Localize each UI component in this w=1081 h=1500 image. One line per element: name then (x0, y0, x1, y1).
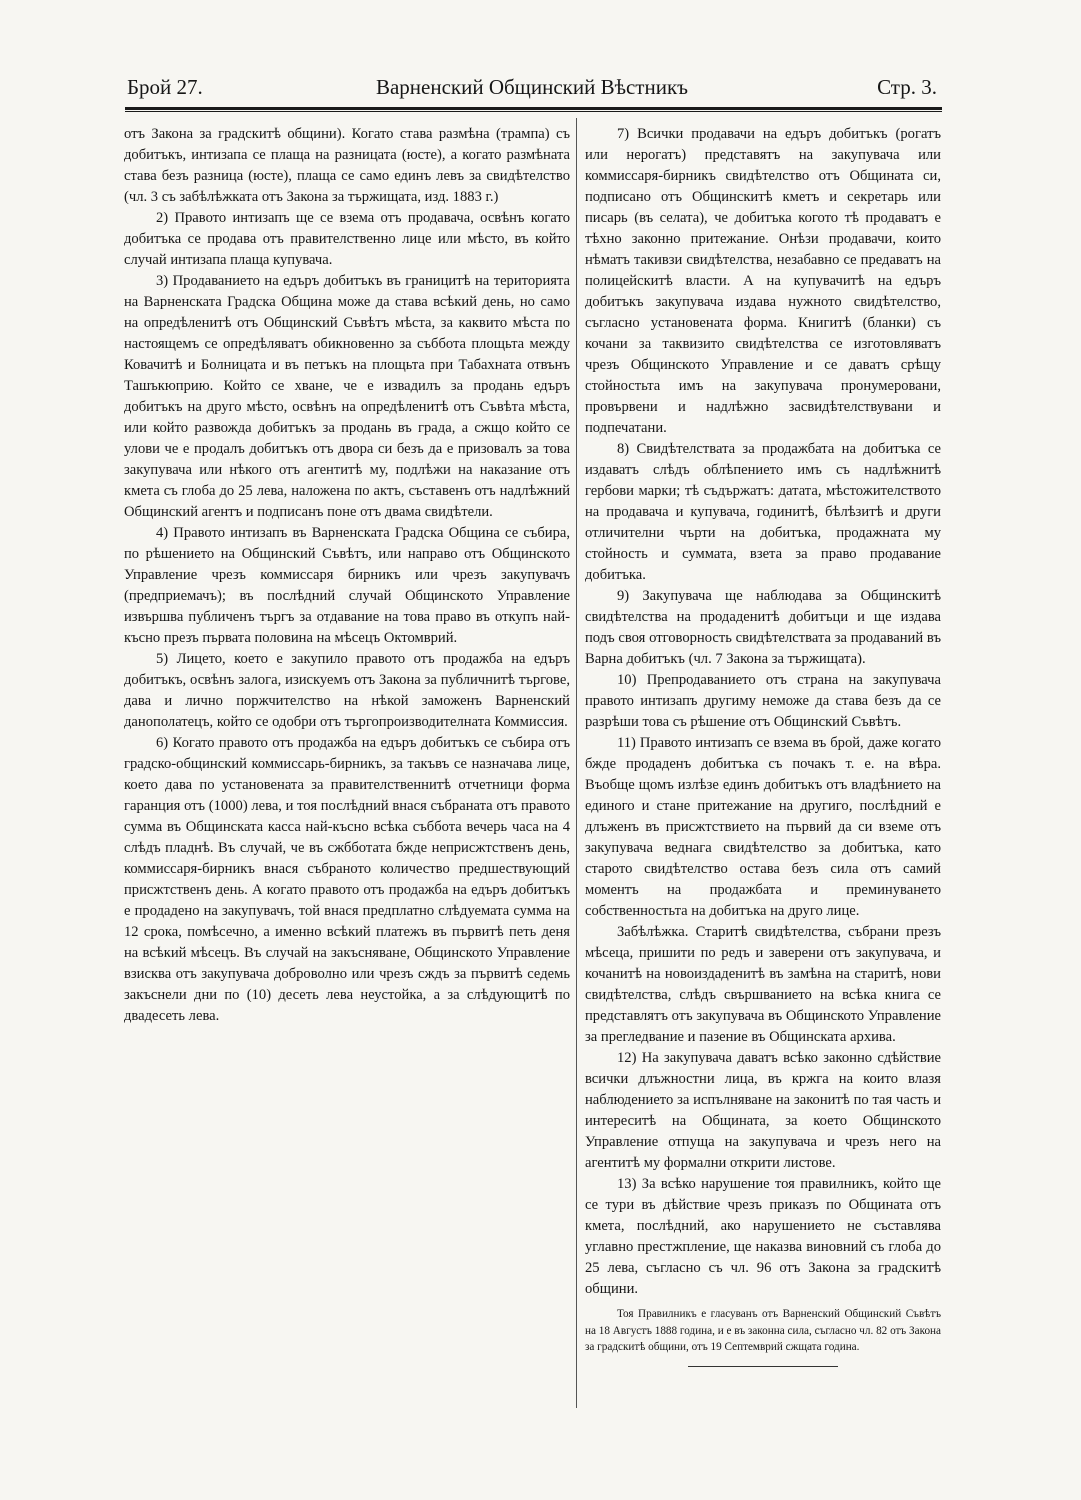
paragraph-continuation: отъ Закона за градскитѣ общини). Когато става размѣна (трампа) съ добитъкъ, интизапа се плаща на разницата (юсте), а когато размѣната става безъ разница (юсте), плаща се само единъ левъ за свидѣтелство (чл. 3 съ забѣлѣжката отъ Закона за тържищата, изд. 1883 г.) (124, 126, 570, 205)
page-header (127, 75, 937, 103)
paragraph-11: 11) Правото интизапъ се взема въ брой, даже когато бжде продаденъ добитъка съ почакъ т. е. на вѣра. Въобще щомъ излѣзе единъ добитъкъ отъ владѣнието на единого и стане притежание на другиго, послѣдний е длъженъ въ присжтствието на първий да си вземе отъ закупувача веднага свидѣтелство за добитъка, като старото свидѣтелство остава безъ сила отъ самий моментъ на продажбата и преминуването собственностьта на добитъка на друго лице. (585, 735, 941, 919)
closing-note: Тоя Правилникъ е гласуванъ отъ Варненский Общинский Съвѣтъ на 18 Августъ 1888 година, и е въ законна сила, съгласно чл. 82 отъ Закона за градскитѣ общини, отъ 19 Септемврий сжщата година. (585, 1308, 941, 1353)
paragraph-6: 6) Когато правото отъ продажба на едъръ добитъкъ се събира отъ градско-общинский коммиссарь-бирникъ, за такъвъ се назначава лице, което дава по установената за правителственнитѣ отчетници форма гаранция отъ (1000) лева, и тоя послѣдний внася събраната отъ правото сумма въ Общинската касса най-късно всѣка съббота вечерь часа на 4 слѣдъ пладнѣ. Въ случай, че въ сжбботата бжде неприсжтственъ день, коммиссаря-бирникъ внася събраното количество предшествующий присжтственъ день. А когато правото отъ продажба на едъръ добитъкъ е продадено на закупувачъ, той внася предплатно слѣдуемата сумма на 12 срока, помѣсечно, а именно всѣкий платежъ въ първитѣ петь деня на всѣкий мѣсецъ. Въ случай на закъсняване, Общинското Управление взисква отъ закупувача доброволно или чрезъ сждъ за първитѣ седемь закъснели дни по (10) десеть лева неустойка, а за слѣдующитѣ по двадесеть лева. (124, 735, 570, 1024)
paragraph-8: 8) Свидѣтелствата за продажбата на добитъка се издаватъ слѣдъ облѣпението имъ съ надлѣжнитѣ гербови марки; тѣ съдържатъ: датата, мѣстожителството на продавача и купувача, годинитѣ, бѣлѣзитѣ и други отличителни чърти на добитъка, продажната му стойность и суммата, взета за право продавание добитъка. (585, 441, 941, 583)
newspaper-title: Варненский Общинский Вѣстникъ (375, 75, 689, 99)
end-rule (688, 1366, 838, 1367)
column-divider (576, 118, 577, 1408)
right-column (585, 124, 941, 1367)
paragraph-4: 4) Правото интизапъ въ Варненската Градска Община се събира, по рѣшението на Общинский Съвѣтъ, или направо отъ Общинското Управление чрезъ коммиссаря бирникъ или чрезъ закупувачъ (предприемачъ); въ послѣдний случай Общинското Управление извършва публиченъ търгъ за отдавание на това право въ откупъ най-късно презъ първата половина на мѣсецъ Октомврий. (124, 525, 570, 646)
header-rule-thick (125, 107, 942, 110)
header-rule-thin (125, 111, 942, 112)
paragraph-13: 13) За всѣко нарушение тоя правилникъ, който ще се тури въ дѣйствие чрезъ приказъ по Общината отъ кмета, послѣдний, ако нарушението не съставлява углавно престжпление, ще наказва виновний съ глоба до 25 лева, съгласно съ чл. 96 отъ Закона за градскитѣ общини. (585, 1176, 941, 1297)
left-column (124, 124, 570, 1027)
paragraph-3: 3) Продаванието на едъръ добитъкъ въ границитѣ на територията на Варненската Градска Община може да става всѣкий день, но само на опредѣленитѣ отъ Общинский Съвѣтъ мѣста, за каквито мѣста по настоящемъ се опредѣляватъ обикновенно за съббота площьта между Ковачитѣ и Болницата и въ петъкъ на площьта при Табахната отвънъ Ташъкюприю. Който се хване, че е извадилъ за продань едъръ добитъкъ на друго мѣсто, освѣнъ на опредѣленитѣ отъ Съвѣта мѣста, или който развожда добитъкъ за продань въ града, а сжщо който се улови че е продалъ добитъкъ отъ двора си безъ да е призовалъ за това закупувача или нѣкого отъ агентитѣ му, подлѣжи на наказание отъ кмета съ глоба до 25 лева, наложена по актъ, съставенъ отъ надлѣжний Общинский агентъ и подписанъ поне отъ двама свидѣтели. (124, 273, 570, 520)
remark-paragraph: Забѣлѣжка. Старитѣ свидѣтелства, събрани презъ мѣсеца, пришити по редъ и заверени отъ закупувача, и кочанитѣ на новоиздаденитѣ въ замѣна на старитѣ, нови свидѣтелства, слѣдъ свършванието на всѣка книга се представлятъ отъ закупувача въ Общинското Управление за прегледвание и пазение въ Общинската архива. (585, 924, 941, 1045)
paragraph-5: 5) Лицето, което е закупило правото отъ продажба на едъръ добитъкъ, освѣнъ залога, изискуемъ отъ Закона за публичнитѣ търгове, дава и лично поржчителство на нѣкой заможенъ Варненский данополатецъ, който се одобри отъ търгопроизводителната Коммиссия. (124, 651, 570, 730)
paragraph-12: 12) На закупувача даватъ всѣко законно сдѣйствие всички длъжностни лица, въ кржга на които влазя наблюдението за испълняване на законитѣ по тая часть и интереситѣ на Общината, за което Общинското Управление отпуща на закупувача и чрезъ него на агентитѣ му формални открити листове. (585, 1050, 941, 1171)
paragraph-2: 2) Правото интизапъ ще се взема отъ продавача, освѣнъ когато добитъка се продава отъ правителственно лице или мѣсто, въ който случай интизапа плаща купувача. (124, 210, 570, 268)
paragraph-10: 10) Препродаванието отъ страна на закупувача правото интизапъ другиму неможе да става безъ да се разрѣши това съ рѣшение отъ Общинский Съвѣтъ. (585, 672, 941, 730)
page-number: Стр. 3. (877, 75, 937, 99)
paragraph-7: 7) Всички продавачи на едъръ добитъкъ (рогатъ или нерогатъ) представятъ на закупувача или коммиссаря-бирникъ свидѣтелство отъ Общината си, подписано отъ Общинскитѣ кметъ и секретарь или писарь (въ селата), че добитъка когото тѣ продаватъ е тѣхно законно притежание. Онѣзи продавачи, които нѣматъ такивзи свидѣтелства, незабавно се предаватъ на полицейскитѣ власти. А на купувачитѣ на едъръ добитъкъ закупувача издава нужното свидѣтелство, съгласно установената форма. Книгитѣ (бланки) съ кочани за таквизито свидѣтелства се изготовляватъ чрезъ Общинското Управление и се даватъ срѣщу стойностьта имъ на закупувача пронумеровани, провървени и надлѣжно засвидѣтелствувани и подпечатани. (585, 126, 941, 436)
issue-number: Брой 27. (127, 75, 203, 99)
paragraph-9: 9) Закупувача ще наблюдава за Общинскитѣ свидѣтелства на продаденитѣ добитъци и ще издава подъ своя отговорность свидѣтелствата за продаваний въ Варна добитъкъ (чл. 7 Закона за тържищата). (585, 588, 941, 667)
